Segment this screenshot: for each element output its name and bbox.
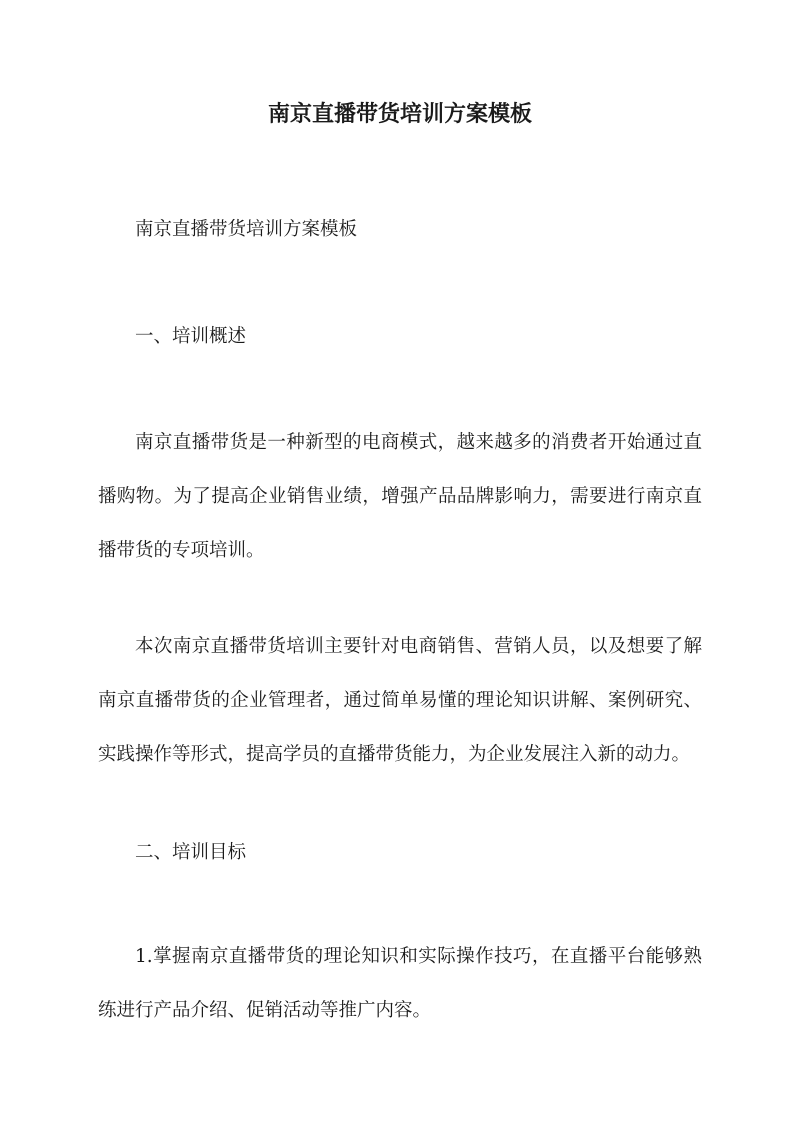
document-title: 南京直播带货培训方案模板 <box>267 101 532 127</box>
overview-paragraph-1: 南京直播带货是一种新型的电商模式，越来越多的消费者开始通过直播购物。为了提高企业销售业绩，增强产品品牌影响力，需要进行南京直播带货的专项培训。 <box>98 432 702 561</box>
goal-item-1: 1.掌握南京直播带货的理论知识和实际操作技巧，在直播平台能够熟练进行产品介绍、促销活动等推广内容。 <box>98 946 702 1021</box>
section-heading-overview: 一、培训概述 <box>135 326 247 347</box>
overview-paragraph-2: 本次南京直播带货培训主要针对电商销售、营销人员，以及想要了解南京直播带货的企业管理者，通过简单易懂的理论知识讲解、案例研究、实践操作等形式，提高学员的直播带货能力，为企业发展注入新的动力。 <box>98 636 702 765</box>
document-subtitle: 南京直播带货培训方案模板 <box>135 219 358 240</box>
section-heading-goals: 二、培训目标 <box>135 842 247 863</box>
